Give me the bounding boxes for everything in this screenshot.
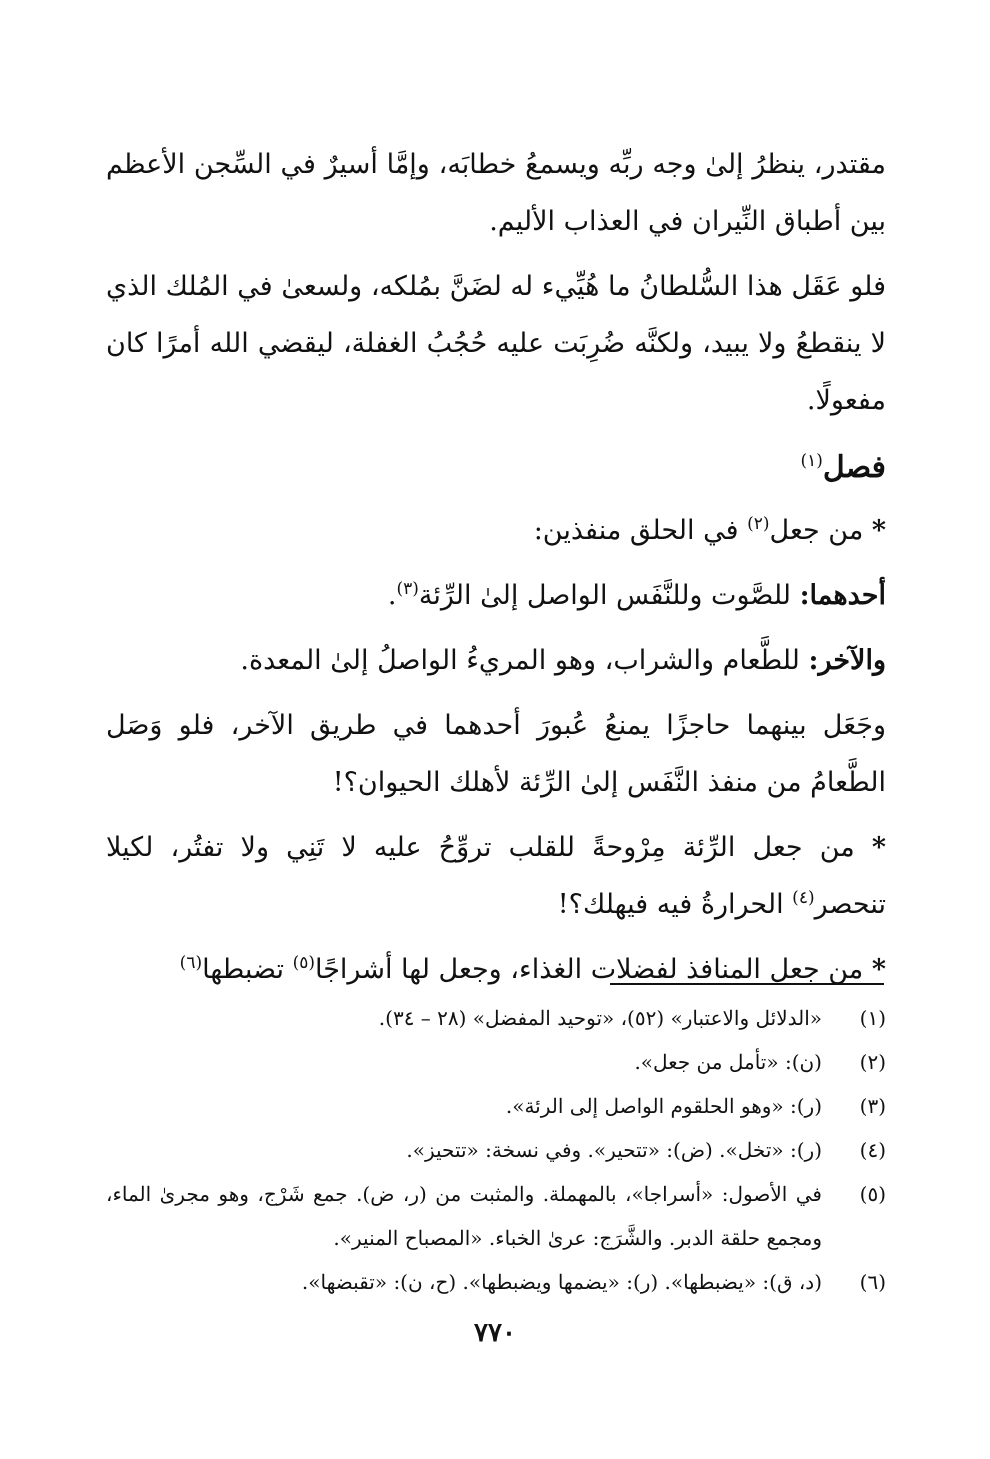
footnote-4 <box>106 1128 886 1172</box>
text-segment: من جعل <box>769 515 864 546</box>
footnote-number: (١) <box>859 1006 886 1030</box>
paragraph-barrier: وجَعَل بينهما حاجزًا يمنعُ عُبورَ أحدهما في طريق الآخر، فلو وَصَل الطَّعامُ من منفذ النَّفَس إلىٰ الرِّئة لأهلك الحيوان؟! <box>106 710 886 798</box>
text-segment: للطَّعام والشراب، وهو المريءُ الواصلُ إلىٰ المعدة. <box>240 645 800 676</box>
footnote-text: (ر): «تخل». (ض): «تتحير». وفي نسخة: «تتحيز». <box>406 1138 822 1162</box>
section-heading <box>106 439 886 496</box>
footnote-text: في الأصول: «أسراجا»، بالمهملة. والمثبت من (ر، ض). جمع شَرْج، وهو مجرىٰ الماء، ومجمع حلقة الدبر. والشَّرَج: عرىٰ الخباء. «المصباح المنير». <box>106 1182 822 1250</box>
text-segment: تضبطها <box>202 954 284 985</box>
punctuation: . <box>387 580 397 611</box>
footnotes <box>106 996 886 1304</box>
paragraph-continuation: مقتدر، ينظرُ إلىٰ وجه ربِّه ويسمعُ خطابَه، وإمَّا أسيرٌ في السِّجن الأعظم بين أطباق النِّيران في العذاب الأليم. <box>106 149 886 237</box>
footnote-5 <box>106 1172 886 1260</box>
footnote-divider <box>610 983 884 985</box>
footnote-text: «الدلائل والاعتبار» (٥٢)، «توحيد المفضل» (٢٨ – ٣٤). <box>378 1006 822 1030</box>
footnote-3 <box>106 1084 886 1128</box>
footnote-number: (٦) <box>859 1270 886 1294</box>
section-heading-text: فصل <box>822 450 886 485</box>
lead-term: أحدهما: <box>799 580 886 611</box>
bullet-star: * <box>871 954 886 985</box>
footnote-ref-2: (٢) <box>747 514 770 534</box>
footnote-number: (٢) <box>859 1050 886 1074</box>
footnote-ref-1: (١) <box>800 451 823 471</box>
lead-term: والآخر: <box>808 645 886 676</box>
text-segment: للصَّوت وللنَّفَس الواصل إلىٰ الرِّئة <box>418 580 791 611</box>
footnote-number: (٥) <box>859 1182 886 1206</box>
footnote-text: (ر): «وهو الحلقوم الواصل إلى الرئة». <box>505 1094 822 1118</box>
paragraph-second-passage <box>106 632 886 689</box>
paragraph-first-passage <box>106 567 886 624</box>
page-number: ٧٧٠ <box>474 1318 516 1348</box>
text-segment: في الحلق منفذين: <box>533 515 739 546</box>
footnote-text: (د، ق): «يضبطها». (ر): «يضمها ويضبطها». (ح، ن): «تقبضها». <box>301 1270 822 1294</box>
footnote-6 <box>106 1260 886 1304</box>
text-segment: الحرارةُ فيه فيهلك؟! <box>557 889 784 920</box>
paragraph-two-passages <box>106 502 886 559</box>
footnote-ref-5: (٥) <box>292 953 316 973</box>
text-segment: من جعل الرِّئة مِرْوحةً للقلب تروِّحُ عليه لا تَنِي ولا تفتُر، لكيلا تنحصر <box>106 832 886 920</box>
bullet-star: * <box>871 515 886 546</box>
footnote-text: (ن): «تأمل من جعل». <box>634 1050 822 1074</box>
paragraph-sultan: فلو عَقَل هذا السُّلطانُ ما هُيِّيء له لضَنَّ بمُلكه، ولسعىٰ في المُلك الذي لا ينقطعُ ولا يبيد، ولكنَّه ضُرِبَت عليه حُجُبُ الغفلة، ليقضي الله أمرًا كان مفعولًا. <box>106 271 886 416</box>
paragraph-outlets <box>106 941 886 998</box>
footnote-ref-3: (٣) <box>396 579 419 599</box>
bullet-star: * <box>871 832 887 863</box>
paragraph-lung <box>106 819 886 933</box>
footnote-2 <box>106 1040 886 1084</box>
footnote-ref-6: (٦) <box>179 953 203 973</box>
footnote-1 <box>106 996 886 1040</box>
footnote-ref-4: (٤) <box>792 888 815 908</box>
footnote-number: (٣) <box>859 1094 886 1118</box>
footnote-number: (٤) <box>859 1138 886 1162</box>
text-segment: من جعل المنافذ لفضلات الغذاء، وجعل لها أشراجًا <box>315 954 864 985</box>
main-text <box>106 136 886 1006</box>
